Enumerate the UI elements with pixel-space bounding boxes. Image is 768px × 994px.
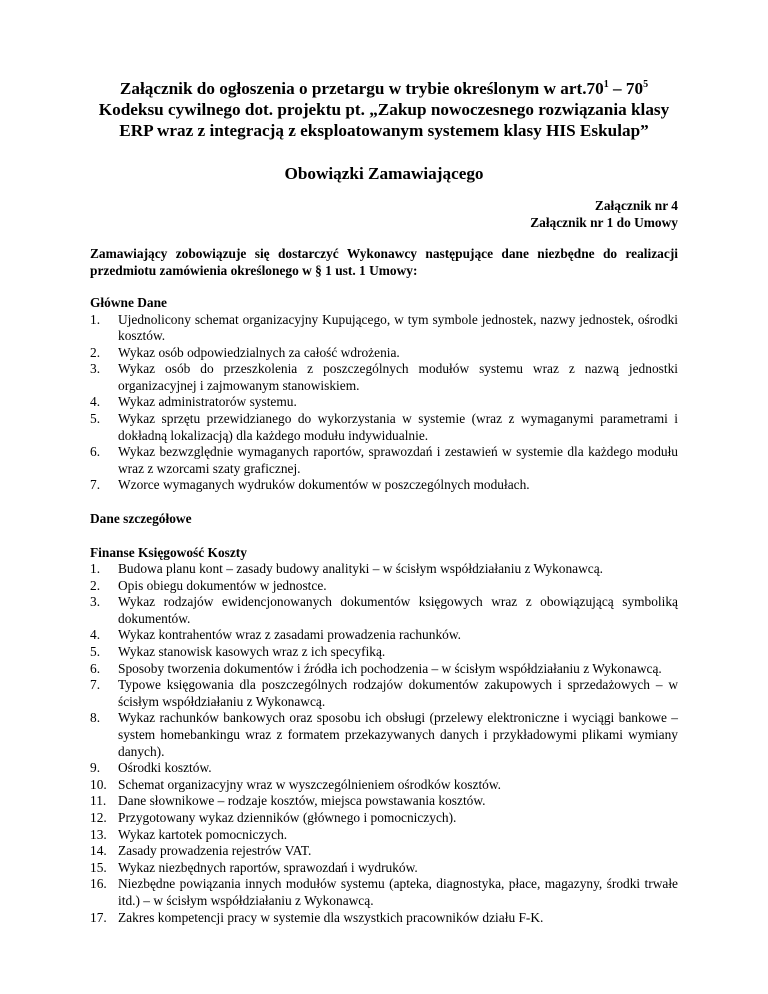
list-item-text: Opis obiegu dokumentów w jednostce. (118, 577, 327, 593)
title-superscript-5: 5 (643, 79, 649, 90)
list-item (90, 777, 678, 794)
finance-heading: Finanse Księgowość Koszty (90, 544, 247, 560)
list-item (90, 627, 678, 644)
list-item-text: Wykaz rodzajów ewidencjonowanych dokumentów księgowych wraz z obowiązującą symboliką dokumentów. (118, 594, 678, 626)
list-item-number: 3. (90, 361, 101, 377)
list-item-number: 6. (90, 444, 101, 460)
list-item-number: 12. (90, 809, 107, 825)
title-text-dash: – 70 (608, 79, 644, 98)
annex-line-1: Załącznik nr 4 (594, 198, 678, 213)
list-item-number: 2. (90, 577, 101, 593)
list-item (90, 312, 678, 345)
list-item-number: 14. (90, 843, 107, 859)
list-item (90, 345, 678, 362)
list-item (90, 677, 678, 710)
list-item (90, 843, 678, 860)
list-item-text: Wykaz kontrahentów wraz z zasadami prowadzenia rachunków. (118, 627, 461, 643)
list-item-number: 9. (90, 760, 101, 776)
list-item-text: Wykaz stanowisk kasowych wraz z ich specyfiką. (118, 644, 386, 659)
list-item (90, 444, 678, 477)
list-item (90, 760, 678, 777)
list-item-number: 8. (90, 710, 101, 726)
list-item (90, 860, 678, 877)
list-item-text: Zakres kompetencji pracy w systemie dla wszystkich pracowników działu F-K. (118, 909, 544, 925)
list-item (90, 661, 678, 678)
list-item-text: Dane słownikowe – rodzaje kosztów, miejsca powstawania kosztów. (118, 793, 486, 809)
list-item-number: 5. (90, 411, 101, 427)
list-item-text: Ośrodki kosztów. (118, 760, 212, 776)
list-item-number: 4. (90, 627, 101, 643)
list-item-text: Zasady prowadzenia rejestrów VAT. (118, 843, 312, 859)
list-item-number: 15. (90, 859, 107, 875)
list-item-text: Wykaz sprzętu przewidzianego do wykorzystania w systemie (wraz z wymaganymi parametrami i dokładną lokalizacją) dla każdego modułu indywidualnie. (118, 411, 678, 443)
list-item (90, 361, 678, 394)
detail-data-heading: Dane szczegółowe (90, 511, 192, 527)
annex-line-2: Załącznik nr 1 do Umowy (530, 214, 678, 230)
list-item-number: 1. (90, 561, 101, 577)
list-item (90, 827, 678, 844)
list-item-number: 10. (90, 776, 107, 792)
list-item (90, 594, 678, 627)
annex-block (90, 198, 678, 231)
list-item-text: Budowa planu kont – zasady budowy analityki – w ścisłym współdziałaniu z Wykonawcą. (118, 561, 604, 577)
main-data-heading: Główne Dane (90, 295, 167, 310)
list-item-text: Wykaz niezbędnych raportów, sprawozdań i wydruków. (118, 859, 418, 875)
list-item-number: 16. (90, 876, 107, 892)
list-item-text: Przygotowany wykaz dzienników (głównego i pomocniczych). (118, 809, 457, 825)
list-item-number: 7. (90, 677, 101, 693)
document-subtitle: Obowiązki Zamawiającego (284, 164, 484, 183)
list-item-number: 4. (90, 394, 101, 410)
list-item-number: 7. (90, 477, 101, 493)
list-item-text: Wykaz osób do przeszkolenia z poszczególnych modułów systemu wraz z nazwą jednostki organizacyjnej i zajmowanym stanowiskiem. (118, 361, 678, 393)
list-item (90, 578, 678, 595)
list-item (90, 810, 678, 827)
list-item-text: Wykaz bezwzględnie wymaganych raportów, sprawozdań i zestawień w systemie dla każdego modułu wraz z wzorcami szaty graficznej. (118, 444, 678, 476)
list-item-number: 11. (90, 793, 107, 809)
list-item (90, 561, 678, 578)
list-item-text: Typowe księgowania dla poszczególnych rodzajów dokumentów zakupowych i sprzedażowych – w ścisłym współdziałaniu z Wykonawcą. (118, 677, 678, 709)
list-item-number: 1. (90, 311, 101, 327)
list-item-text: Wykaz administratorów systemu. (118, 394, 297, 410)
list-item (90, 876, 678, 909)
list-item (90, 793, 678, 810)
list-item-text: Ujednolicony schemat organizacyjny Kupującego, w tym symbole jednostek, nazwy jednostek, ośrodki kosztów. (118, 311, 678, 344)
list-item-text: Wykaz osób odpowiedzialnych za całość wdrożenia. (118, 344, 400, 360)
list-item-text: Niezbędne powiązania innych modułów systemu (apteka, diagnostyka, płace, magazyny, środki trwałe itd.) – w ścisłym współdziałaniu z Wykonawcą. (118, 876, 678, 908)
intro-paragraph: Zamawiający zobowiązuje się dostarczyć Wykonawcy następujące dane niezbędne do realizacji przedmiotu zamówienia określonego w § 1 ust. 1 Umowy: (90, 246, 678, 278)
list-item-number: 13. (90, 826, 107, 842)
list-item-number: 5. (90, 644, 101, 659)
list-item (90, 394, 678, 411)
list-item-text: Wzorce wymaganych wydruków dokumentów w poszczególnych modułach. (118, 477, 530, 493)
list-item-text: Sposoby tworzenia dokumentów i źródła ich pochodzenia – w ścisłym współdziałaniu z Wykonawcą. (118, 660, 662, 676)
main-data-list (90, 312, 678, 495)
list-item (90, 477, 678, 494)
list-item (90, 411, 678, 444)
list-item (90, 644, 678, 661)
list-item (90, 910, 678, 927)
list-item-text: Wykaz rachunków bankowych oraz sposobu ich obsługi (przelewy elektroniczne i wyciągi bankowe – system homebankingu wraz z formatem przekazywanych danych i przykładowymi plikami wymiany danych). (118, 710, 678, 759)
list-item-text: Wykaz kartotek pomocniczych. (118, 826, 288, 842)
title-superscript-1: 1 (603, 79, 609, 90)
list-item-number: 3. (90, 594, 101, 610)
list-item-number: 17. (90, 909, 107, 925)
document-title (90, 78, 678, 141)
title-text-part1: Załącznik do ogłoszenia o przetargu w trybie określonym w art.70 (119, 79, 604, 98)
list-item-number: 6. (90, 660, 101, 676)
finance-list (90, 561, 678, 926)
title-text-part2: Kodeksu cywilnego dot. projektu pt. „Zakup nowoczesnego rozwiązania klasy ERP wraz z integracją z eksploatowanym systemem klasy HIS Eskulap” (98, 100, 670, 140)
list-item-number: 2. (90, 344, 101, 360)
list-item (90, 710, 678, 760)
list-item-text: Schemat organizacyjny wraz w wyszczególnieniem ośrodków kosztów. (118, 776, 502, 792)
